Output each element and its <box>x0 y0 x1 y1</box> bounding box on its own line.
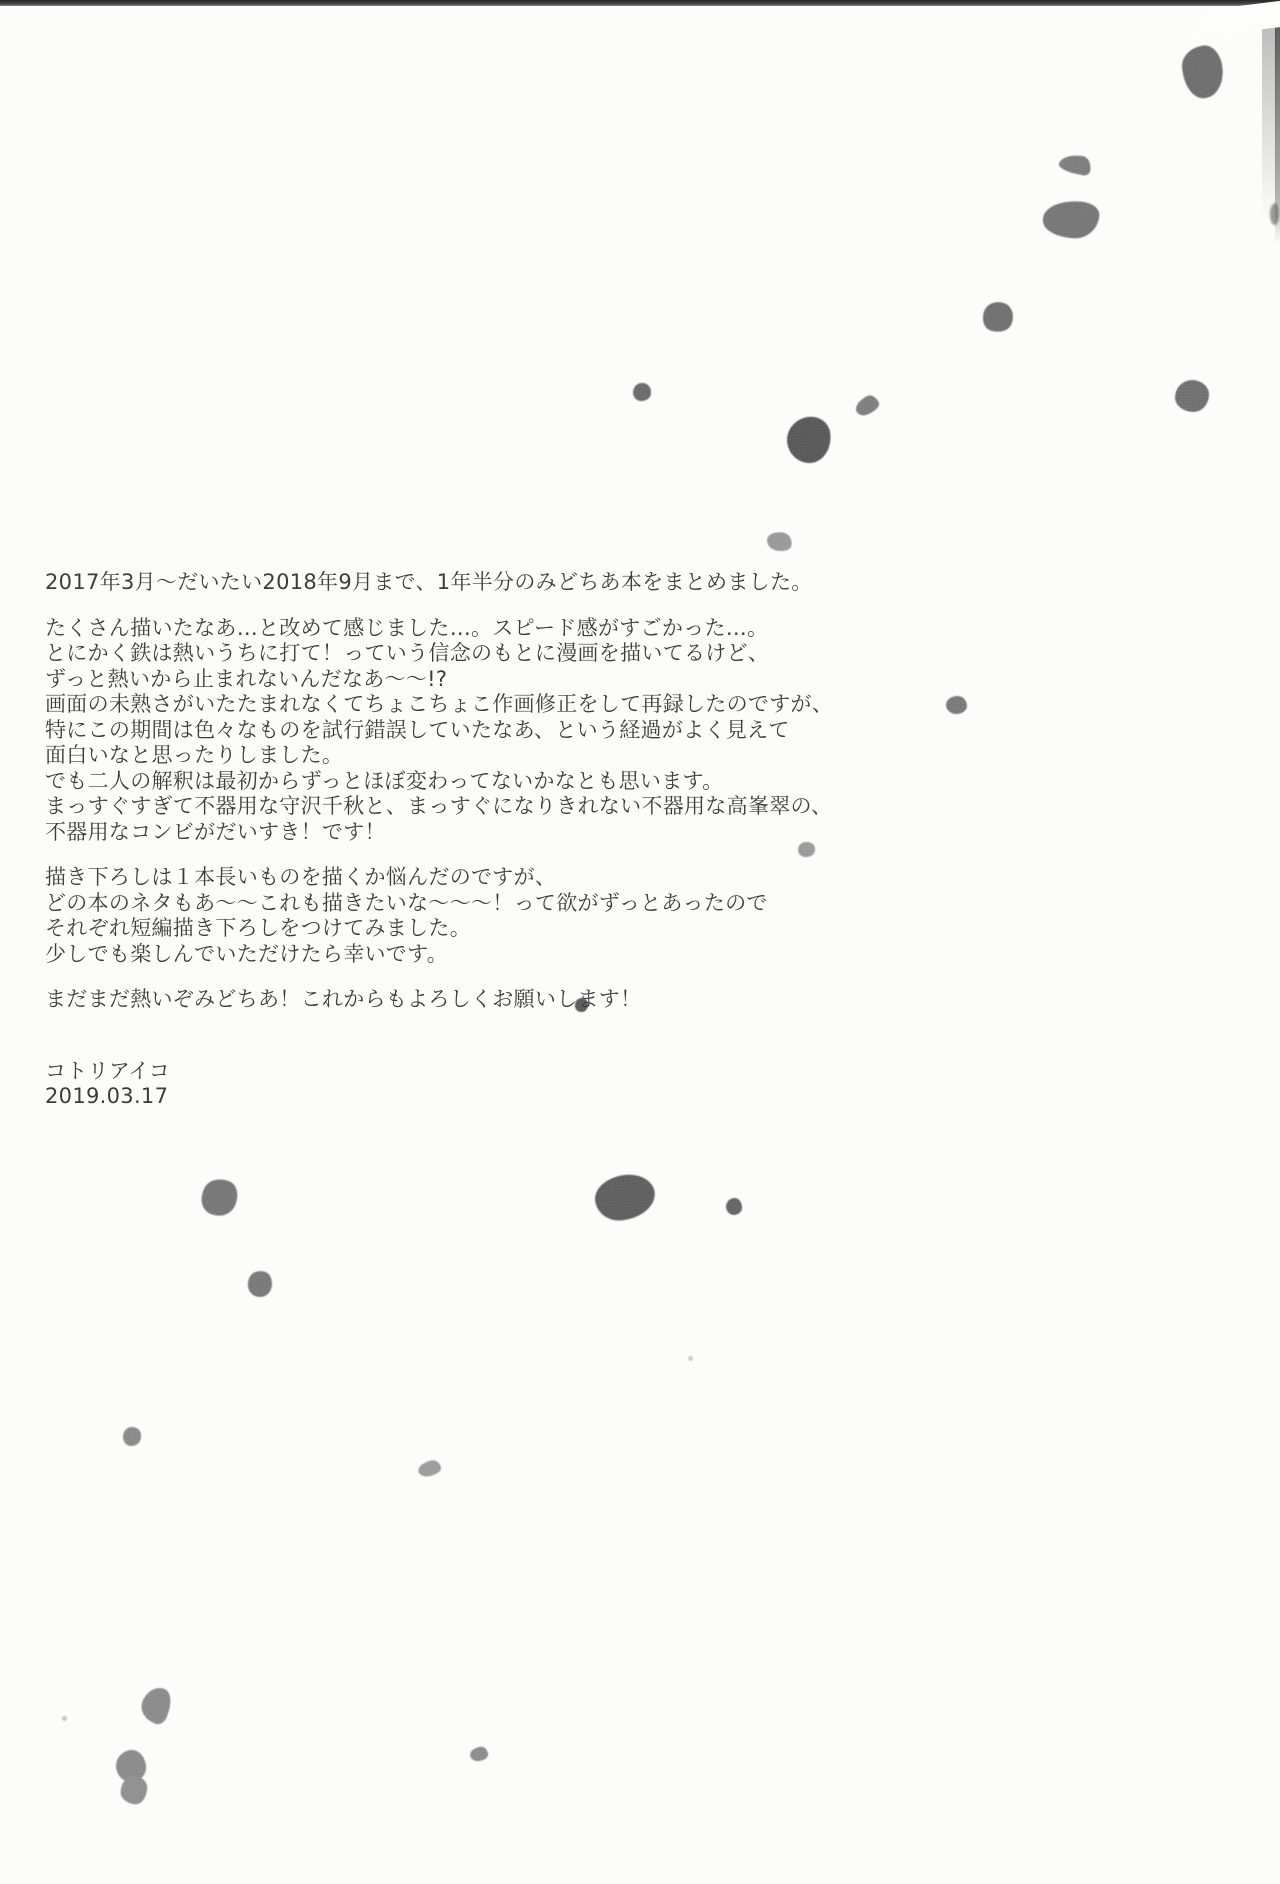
scan-top-edge <box>0 0 1280 6</box>
afterword-line: 2017年3月～だいたい2018年9月まで、1年半分のみどちあ本をまとめました。 <box>45 570 813 594</box>
afterword-line: 少しでも楽しんでいただけたら幸いです。 <box>45 941 449 966</box>
petal-blob <box>633 383 651 401</box>
petal-blob <box>62 1716 67 1721</box>
afterword-line: ずっと熱いから止まれないんだなあ～～!? <box>45 666 448 691</box>
petal-blob <box>784 414 834 466</box>
afterword-paragraph <box>45 616 965 846</box>
afterword-paragraph <box>45 865 965 967</box>
petal-blob <box>1058 153 1092 176</box>
petal-blob <box>765 530 793 554</box>
petal-blob <box>1042 199 1100 240</box>
afterword-line: 面白いなと思ったりしました。 <box>45 743 344 767</box>
afterword-paragraph <box>45 987 965 1013</box>
petal-blob <box>593 1172 657 1222</box>
author-name: コトリアイコ <box>45 1058 171 1083</box>
afterword-line: それぞれ短編描き下ろしをつけてみました。 <box>45 916 471 940</box>
petal-blob <box>123 1427 141 1446</box>
afterword-line: たくさん描いたなあ…と改めて感じました…。スピード感がすごかった…。 <box>45 615 769 640</box>
afterword-text <box>45 570 965 1110</box>
afterword-paragraphs <box>45 570 965 1013</box>
petal-blob <box>1175 380 1209 412</box>
scan-right-smudge <box>1270 203 1279 225</box>
afterword-line: 描き下ろしは１本長いものを描くか悩んだのですが、 <box>45 865 557 889</box>
petal-blob <box>246 1269 274 1299</box>
publication-date: 2019.03.17 <box>45 1084 169 1108</box>
petal-blob <box>197 1174 243 1221</box>
scan-right-shadow <box>1262 4 1276 219</box>
afterword-line: まっすぐすぎて不器用な守沢千秋と、まっすぐになりきれない不器用な高峯翠の、 <box>45 794 833 818</box>
signature-block <box>45 1059 965 1110</box>
afterword-line: 不器用なコンビがだいすき！です！ <box>45 819 386 844</box>
petal-blob <box>980 299 1017 336</box>
petal-blob <box>137 1684 175 1727</box>
petal-blob <box>853 393 882 419</box>
petal-blob <box>469 1746 489 1762</box>
petal-blob <box>1179 43 1227 101</box>
afterword-line: 画面の未熟さがいたたまれなくてちょこちょこ作画修正をして再録したのですが、 <box>45 692 834 716</box>
afterword-line: でも二人の解釈は最初からずっとほぼ変わってないかなとも思います。 <box>45 768 724 793</box>
afterword-line: まだまだ熱いぞみどちあ！これからもよろしくお願いします！ <box>45 987 642 1011</box>
afterword-line: 特にこの期間は色々なものを試行錯誤していたなあ、という経過がよく見えて <box>45 717 790 742</box>
afterword-line: どの本のネタもあ～～これも描きたいな～～～！って欲がずっとあったので <box>45 890 768 915</box>
petal-blob <box>726 1198 742 1215</box>
petal-blob <box>688 1356 693 1361</box>
afterword-paragraph <box>45 570 965 596</box>
petal-blob <box>417 1459 443 1478</box>
afterword-line: とにかく鉄は熱いうちに打て！っていう信念のもとに漫画を描いてるけど、 <box>45 641 770 665</box>
